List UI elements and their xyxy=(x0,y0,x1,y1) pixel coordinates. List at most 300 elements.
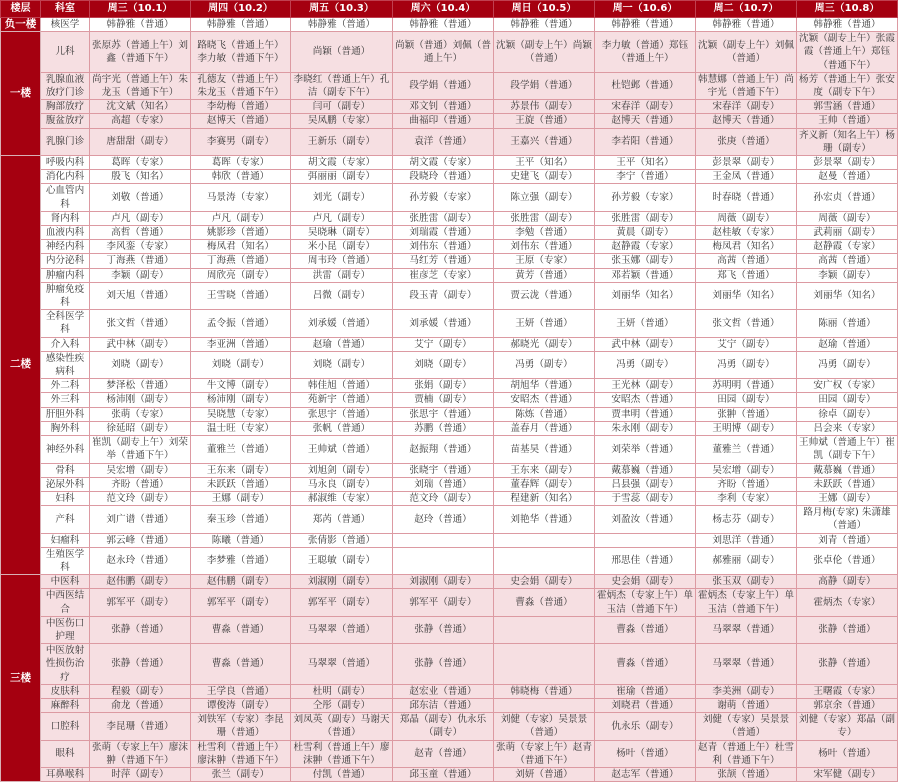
doctor-schedule-cell: 苏鹏（普通） xyxy=(393,421,494,435)
department-name: 介入科 xyxy=(41,337,90,351)
doctor-schedule-cell: 于雪蕊（副专） xyxy=(595,491,696,505)
doctor-schedule-cell: 曹淼（普通） xyxy=(191,644,291,685)
table-row xyxy=(1,421,898,435)
dept-header: 科室 xyxy=(41,1,90,18)
doctor-schedule-cell: 郝雅丽（副专） xyxy=(696,547,797,574)
doctor-schedule-cell: 俞龙（普通） xyxy=(90,698,191,712)
doctor-schedule-cell: 杜铠邺（普通） xyxy=(595,72,696,99)
day-header: 周六（10.4） xyxy=(393,1,494,18)
doctor-schedule-cell: 韩静雅（普通） xyxy=(595,18,696,32)
doctor-schedule-cell: 赵青（普通） xyxy=(393,740,494,767)
department-name: 眼科 xyxy=(41,740,90,767)
doctor-schedule-cell: 刘敬（普通） xyxy=(90,184,191,211)
department-name: 泌尿外科 xyxy=(41,477,90,491)
doctor-schedule-cell: 张玉娜（副专） xyxy=(595,254,696,268)
table-row xyxy=(1,407,898,421)
doctor-schedule-cell: 周欣亮（副专） xyxy=(191,268,291,282)
doctor-schedule-cell: 王帅（普通） xyxy=(797,114,898,128)
doctor-schedule-cell: 霍炳杰（专家） xyxy=(797,589,898,616)
doctor-schedule-cell: 梦泽松（普通） xyxy=(90,379,191,393)
table-row xyxy=(1,310,898,337)
table-row xyxy=(1,698,898,712)
doctor-schedule-cell: 李亚洲（普通） xyxy=(191,337,291,351)
doctor-schedule-cell: 卢凡（副专） xyxy=(90,211,191,225)
doctor-schedule-cell: 曹淼（普通） xyxy=(595,616,696,643)
department-name: 呼吸内科 xyxy=(41,156,90,170)
doctor-schedule-cell: 邱玉童（普通） xyxy=(393,767,494,781)
doctor-schedule-cell: 王金凤（普通） xyxy=(696,170,797,184)
doctor-schedule-cell: 李赛男（副专） xyxy=(191,128,291,155)
doctor-schedule-cell: 范文玲（副专） xyxy=(90,491,191,505)
doctor-schedule-cell: 牛文博（副专） xyxy=(191,379,291,393)
doctor-schedule-cell: 崔凯（副专上午）刘荣举（普通下午） xyxy=(90,436,191,463)
doctor-schedule-cell: 卢凡（副专） xyxy=(291,211,393,225)
doctor-schedule-cell: 王帅斌（普通） xyxy=(291,436,393,463)
doctor-schedule-cell: 宋春洋（副专） xyxy=(595,100,696,114)
department-name: 消化内科 xyxy=(41,170,90,184)
doctor-schedule-cell: 刘青（普通） xyxy=(797,533,898,547)
doctor-schedule-cell: 周韦玲（普通） xyxy=(291,254,393,268)
department-name: 外二科 xyxy=(41,379,90,393)
table-row xyxy=(1,32,898,73)
schedule-body xyxy=(1,18,898,782)
table-row xyxy=(1,72,898,99)
day-header: 周三（10.8） xyxy=(797,1,898,18)
doctor-schedule-cell: 尚颖（普通）刘佩（普通上午） xyxy=(393,32,494,73)
doctor-schedule-cell: 曹淼（普通） xyxy=(595,644,696,685)
doctor-schedule-cell: 贾楠（副专） xyxy=(393,393,494,407)
doctor-schedule-cell: 丁海燕（普通） xyxy=(191,254,291,268)
doctor-schedule-cell: 王妍（普通） xyxy=(494,310,595,337)
doctor-schedule-cell: 李晓红（普通上午）孔洁（副专下午） xyxy=(291,72,393,99)
doctor-schedule-cell: 张胜雷（副专） xyxy=(595,211,696,225)
doctor-schedule-cell: 刘丽华（知名） xyxy=(595,282,696,309)
doctor-schedule-cell: 霍炳杰（专家上午）单玉洁（普通下午） xyxy=(696,589,797,616)
doctor-schedule-cell: 洪雷（副专） xyxy=(291,268,393,282)
doctor-schedule-cell: 齐义新（知名上午）杨珊（副专） xyxy=(797,128,898,155)
doctor-schedule-cell: 赵伟鹏（副专） xyxy=(191,575,291,589)
table-row xyxy=(1,114,898,128)
doctor-schedule-cell: 安昭杰（普通） xyxy=(595,393,696,407)
doctor-schedule-cell: 杨沛刚（副专） xyxy=(90,393,191,407)
doctor-schedule-cell: 刘丽华（知名） xyxy=(797,282,898,309)
doctor-schedule-cell: 马永良（副专） xyxy=(291,477,393,491)
doctor-schedule-cell: 安昭杰（普通） xyxy=(494,393,595,407)
doctor-schedule-cell: 张静（普通） xyxy=(797,616,898,643)
department-name: 麻醉科 xyxy=(41,698,90,712)
table-row xyxy=(1,254,898,268)
table-row xyxy=(1,351,898,378)
doctor-schedule-cell: 吕微（副专） xyxy=(291,282,393,309)
doctor-schedule-cell: 张倩影（普通） xyxy=(291,533,393,547)
doctor-schedule-cell: 袁洋（普通） xyxy=(393,128,494,155)
doctor-schedule-cell: 段学娟（普通） xyxy=(494,72,595,99)
doctor-schedule-cell: 葛晖（专家） xyxy=(90,156,191,170)
doctor-schedule-cell: 张翀（普通） xyxy=(696,407,797,421)
doctor-schedule-cell: 邱东洁（普通） xyxy=(393,698,494,712)
doctor-schedule-cell: 卢凡（副专） xyxy=(191,211,291,225)
doctor-schedule-cell: 高超（专家） xyxy=(90,114,191,128)
doctor-schedule-cell: 赵博天（普通） xyxy=(595,114,696,128)
doctor-schedule-cell: 韩静雅（普通） xyxy=(494,18,595,32)
doctor-schedule-cell: 刘盈汝（普通） xyxy=(595,506,696,533)
doctor-schedule-cell: 吴宏增（副专） xyxy=(90,463,191,477)
doctor-schedule-cell: 赵青（普通上午）杜雪利（普通下午） xyxy=(696,740,797,767)
doctor-schedule-cell: 黄晨（副专） xyxy=(595,226,696,240)
doctor-schedule-cell: 王明博（副专） xyxy=(696,421,797,435)
doctor-schedule-cell: 刘广谱（普通） xyxy=(90,506,191,533)
doctor-schedule-cell: 张卓伦（普通） xyxy=(797,547,898,574)
doctor-schedule-cell: 赵瑜（普通） xyxy=(291,337,393,351)
doctor-schedule-cell: 李幼梅（普通） xyxy=(191,100,291,114)
doctor-schedule-cell: 刘承媛（普通） xyxy=(393,310,494,337)
table-row xyxy=(1,740,898,767)
doctor-schedule-cell: 马翠翠（普通） xyxy=(696,616,797,643)
doctor-schedule-cell: 张庚（普通） xyxy=(696,128,797,155)
doctor-schedule-cell: 冯勇（副专） xyxy=(797,351,898,378)
doctor-schedule-cell: 艾宁（副专） xyxy=(696,337,797,351)
doctor-schedule-cell: 王雪晓（普通） xyxy=(191,282,291,309)
doctor-schedule-cell: 张原苏（普通上午）刘鑫（普通下午） xyxy=(90,32,191,73)
table-row xyxy=(1,713,898,740)
doctor-schedule-cell: 郭雪涵（普通） xyxy=(797,100,898,114)
doctor-schedule-cell: 孙宏贞（普通） xyxy=(797,184,898,211)
doctor-schedule-cell: 王妍（普通） xyxy=(595,310,696,337)
department-name: 生殖医学科 xyxy=(41,547,90,574)
doctor-schedule-cell: 路月梅(专家) 朱潇雄（普通） xyxy=(797,506,898,533)
doctor-schedule-cell: 王嘉兴（普通） xyxy=(494,128,595,155)
doctor-schedule-cell: 王娜（副专） xyxy=(191,491,291,505)
doctor-schedule-cell: 李昆珊（普通） xyxy=(90,713,191,740)
doctor-schedule-cell: 马景涛（专家） xyxy=(191,184,291,211)
department-name: 肝胆外科 xyxy=(41,407,90,421)
doctor-schedule-cell: 王新乐（副专） xyxy=(291,128,393,155)
doctor-schedule-cell: 邓文钊（普通） xyxy=(393,100,494,114)
doctor-schedule-cell: 陈曦（普通） xyxy=(191,533,291,547)
table-row xyxy=(1,393,898,407)
doctor-schedule-cell: 王原（专家） xyxy=(494,254,595,268)
doctor-schedule-cell: 张萌（专家上午）赵青（普通下午） xyxy=(494,740,595,767)
doctor-schedule-cell: 崔彦芝（专家） xyxy=(393,268,494,282)
doctor-schedule-cell: 苑新宇（普通） xyxy=(291,393,393,407)
doctor-schedule-cell: 赵博天（普通） xyxy=(696,114,797,128)
department-name: 胸外科 xyxy=(41,421,90,435)
doctor-schedule-cell: 孟令振（普通） xyxy=(191,310,291,337)
doctor-schedule-cell: 崔瑜（普通） xyxy=(595,684,696,698)
doctor-schedule-cell: 陈丽（普通） xyxy=(797,310,898,337)
doctor-schedule-cell: 刘晓（副专） xyxy=(191,351,291,378)
doctor-schedule-cell: 刘伟东（普通） xyxy=(494,240,595,254)
table-row xyxy=(1,211,898,225)
doctor-schedule-cell: 韩静雅（普通） xyxy=(191,18,291,32)
department-name: 感染性疾病科 xyxy=(41,351,90,378)
department-name: 肾内科 xyxy=(41,211,90,225)
doctor-schedule-cell: 彭景翠（副专） xyxy=(696,156,797,170)
doctor-schedule-cell: 张静（普通） xyxy=(393,616,494,643)
doctor-schedule-cell: 张静（普通） xyxy=(393,644,494,685)
doctor-schedule-cell: 刘健（专家）郑晶（副专） xyxy=(797,713,898,740)
department-name: 神经外科 xyxy=(41,436,90,463)
table-row xyxy=(1,477,898,491)
doctor-schedule-cell xyxy=(595,533,696,547)
doctor-schedule-cell: 未跃跃（普通） xyxy=(191,477,291,491)
department-name: 腹盆放疗 xyxy=(41,114,90,128)
doctor-schedule-cell: 韩静雅（普通） xyxy=(393,18,494,32)
department-name: 骨科 xyxy=(41,463,90,477)
doctor-schedule-cell: 段晓玲（普通） xyxy=(393,170,494,184)
doctor-schedule-cell: 史会娟（副专） xyxy=(595,575,696,589)
doctor-schedule-cell: 郝晓光（副专） xyxy=(494,337,595,351)
doctor-schedule-cell: 李美洲（副专） xyxy=(696,684,797,698)
department-name: 神经内科 xyxy=(41,240,90,254)
table-row xyxy=(1,240,898,254)
doctor-schedule-cell: 贾聿明（普通） xyxy=(595,407,696,421)
doctor-schedule-cell: 田园（副专） xyxy=(797,393,898,407)
doctor-schedule-cell: 刘荣举（普通） xyxy=(595,436,696,463)
doctor-schedule-cell: 胡文霞（专家） xyxy=(393,156,494,170)
department-name: 肿瘤内科 xyxy=(41,268,90,282)
department-name: 核医学 xyxy=(41,18,90,32)
doctor-schedule-cell: 张思宇（普通） xyxy=(291,407,393,421)
doctor-schedule-cell: 赵瑜（普通） xyxy=(797,337,898,351)
department-name: 中医科 xyxy=(41,575,90,589)
doctor-schedule-cell: 张胜雷（副专） xyxy=(494,211,595,225)
doctor-schedule-cell: 黄芳（普通） xyxy=(494,268,595,282)
day-header: 周四（10.2） xyxy=(191,1,291,18)
table-row xyxy=(1,547,898,574)
doctor-schedule-cell: 王娜（副专） xyxy=(797,491,898,505)
doctor-schedule-cell: 丁海燕（普通） xyxy=(90,254,191,268)
doctor-schedule-cell: 李利（专家） xyxy=(696,491,797,505)
doctor-schedule-cell: 张静（普通） xyxy=(797,644,898,685)
doctor-schedule-cell: 周薇（副专） xyxy=(696,211,797,225)
doctor-schedule-cell: 王帅斌（普通上午）崔凯（副专下午） xyxy=(797,436,898,463)
doctor-schedule-cell: 田园（副专） xyxy=(696,393,797,407)
table-row xyxy=(1,575,898,589)
department-name: 血液内科 xyxy=(41,226,90,240)
department-name: 儿科 xyxy=(41,32,90,73)
doctor-schedule-cell: 唐甜甜（副专） xyxy=(90,128,191,155)
doctor-schedule-cell: 宋春洋（副专） xyxy=(696,100,797,114)
doctor-schedule-cell: 苏景伟（副专） xyxy=(494,100,595,114)
doctor-schedule-cell: 郭云峰（普通） xyxy=(90,533,191,547)
doctor-schedule-cell: 高茜（普通） xyxy=(797,254,898,268)
doctor-schedule-cell: 杨志芬（副专） xyxy=(696,506,797,533)
floor-label: 二楼 xyxy=(1,156,41,575)
doctor-schedule-cell: 时萍（副专） xyxy=(90,767,191,781)
doctor-schedule-cell: 路晓飞（普通上午）李力敏（普通下午） xyxy=(191,32,291,73)
doctor-schedule-cell: 曲福印（普通） xyxy=(393,114,494,128)
floor-label: 负一楼 xyxy=(1,18,41,32)
doctor-schedule-cell: 陈立强（副专） xyxy=(494,184,595,211)
doctor-schedule-cell: 梅凤君（知名） xyxy=(696,240,797,254)
department-name: 胸部放疗 xyxy=(41,100,90,114)
doctor-schedule-cell: 赵静霞（专家） xyxy=(595,240,696,254)
doctor-schedule-cell: 刘艳华（普通） xyxy=(494,506,595,533)
doctor-schedule-cell: 张静（普通） xyxy=(90,644,191,685)
department-name: 肿瘤免疫科 xyxy=(41,282,90,309)
doctor-schedule-cell: 韩静雅（普通） xyxy=(291,18,393,32)
department-name: 口腔科 xyxy=(41,713,90,740)
doctor-schedule-cell: 赵博天（普通） xyxy=(191,114,291,128)
doctor-schedule-cell xyxy=(393,547,494,574)
doctor-schedule-cell: 韩慧娜（普通上午）尚宇光（普通下午） xyxy=(696,72,797,99)
doctor-schedule-cell: 郭京余（普通） xyxy=(797,698,898,712)
day-header: 周一（10.6） xyxy=(595,1,696,18)
doctor-schedule-cell: 赵振翔（普通） xyxy=(393,436,494,463)
doctor-schedule-cell: 谢萌（普通） xyxy=(696,698,797,712)
doctor-schedule-cell: 沈文斌（知名） xyxy=(90,100,191,114)
floor-header: 楼层 xyxy=(1,1,41,18)
doctor-schedule-cell: 郭军平（副专） xyxy=(393,589,494,616)
doctor-schedule-cell: 武中林（副专） xyxy=(90,337,191,351)
doctor-schedule-cell: 刘晓（副专） xyxy=(393,351,494,378)
doctor-schedule-cell: 戴慕巍（普通） xyxy=(797,463,898,477)
doctor-schedule-cell: 史建飞（副专） xyxy=(494,170,595,184)
doctor-schedule-cell: 刘淑刚（副专） xyxy=(393,575,494,589)
doctor-schedule-cell xyxy=(494,644,595,685)
doctor-schedule-cell: 徐延昭（副专） xyxy=(90,421,191,435)
doctor-schedule-cell: 杨叶（普通） xyxy=(595,740,696,767)
doctor-schedule-cell: 张胜雷（副专） xyxy=(393,211,494,225)
doctor-schedule-cell: 齐盼（普通） xyxy=(90,477,191,491)
doctor-schedule-cell: 吕县强（副专） xyxy=(595,477,696,491)
doctor-schedule-cell: 刘晓（副专） xyxy=(291,351,393,378)
doctor-schedule-cell: 赵伟鹏（副专） xyxy=(90,575,191,589)
doctor-schedule-cell: 张思宇（普通） xyxy=(393,407,494,421)
doctor-schedule-cell: 吴晓琳（副专） xyxy=(291,226,393,240)
doctor-schedule-cell: 李颖（副专） xyxy=(797,268,898,282)
table-row xyxy=(1,506,898,533)
doctor-schedule-cell: 张帆（普通） xyxy=(291,421,393,435)
doctor-schedule-cell: 郭军平（副专） xyxy=(291,589,393,616)
table-row xyxy=(1,491,898,505)
doctor-schedule-cell: 孔德友（普通上午）朱龙玉（普通下午） xyxy=(191,72,291,99)
doctor-schedule-cell: 赵永玲（普通） xyxy=(90,547,191,574)
doctor-schedule-cell: 闫可（副专） xyxy=(291,100,393,114)
floor-label: 一楼 xyxy=(1,32,41,156)
doctor-schedule-cell: 王旋（普通） xyxy=(494,114,595,128)
doctor-schedule-cell: 杨沛刚（副专） xyxy=(191,393,291,407)
doctor-schedule-cell: 李颖（副专） xyxy=(90,268,191,282)
doctor-schedule-cell: 董雅兰（普通） xyxy=(191,436,291,463)
doctor-schedule-cell: 张文哲（普通） xyxy=(696,310,797,337)
doctor-schedule-cell: 孙芳毅（专家） xyxy=(393,184,494,211)
doctor-schedule-cell: 齐盼（普通） xyxy=(696,477,797,491)
doctor-schedule-cell: 高静（副专） xyxy=(797,575,898,589)
doctor-schedule-cell: 程建新（知名） xyxy=(494,491,595,505)
doctor-schedule-cell: 高茜（普通） xyxy=(696,254,797,268)
doctor-schedule-cell: 邢思佳（普通） xyxy=(595,547,696,574)
table-row xyxy=(1,184,898,211)
table-row xyxy=(1,644,898,685)
doctor-schedule-cell: 杨叶（普通） xyxy=(797,740,898,767)
doctor-schedule-cell: 张静（普通） xyxy=(90,616,191,643)
doctor-schedule-cell: 张玉双（副专） xyxy=(696,575,797,589)
doctor-schedule-cell: 段玉青（副专） xyxy=(393,282,494,309)
doctor-schedule-cell: 刘思洋（普通） xyxy=(696,533,797,547)
department-name: 中医放射性损伤治疗 xyxy=(41,644,90,685)
doctor-schedule-cell: 周薇（副专） xyxy=(797,211,898,225)
doctor-schedule-cell: 刘伟东（普通） xyxy=(393,240,494,254)
doctor-schedule-cell: 李宁（普通） xyxy=(595,170,696,184)
department-name: 妇瘤科 xyxy=(41,533,90,547)
doctor-schedule-cell: 刘丽华（知名） xyxy=(696,282,797,309)
doctor-schedule-cell: 王曙霞（专家） xyxy=(797,684,898,698)
doctor-schedule-cell: 郝淑维（专家） xyxy=(291,491,393,505)
department-name: 乳腺门诊 xyxy=(41,128,90,155)
table-row xyxy=(1,436,898,463)
doctor-schedule-cell: 仇永乐（副专） xyxy=(595,713,696,740)
doctor-schedule-cell: 刘铁军（专家）李昆珊（普通） xyxy=(191,713,291,740)
doctor-schedule-cell: 赵曼（普通） xyxy=(797,170,898,184)
doctor-schedule-cell: 李力敏（普通）郑钰（普通上午） xyxy=(595,32,696,73)
department-name: 乳腺血液放疗门诊 xyxy=(41,72,90,99)
department-name: 中医伤口护理 xyxy=(41,616,90,643)
doctor-schedule-cell: 彭景翠（副专） xyxy=(797,156,898,170)
doctor-schedule-cell: 李风銮（专家） xyxy=(90,240,191,254)
table-row xyxy=(1,616,898,643)
table-row xyxy=(1,156,898,170)
doctor-schedule-cell: 沈颖（副专上午）张霞霞（普通上午）郑钰（普通下午） xyxy=(797,32,898,73)
doctor-schedule-cell: 张文哲（普通） xyxy=(90,310,191,337)
doctor-schedule-cell: 冯勇（副专） xyxy=(595,351,696,378)
doctor-schedule-cell: 张萌（专家） xyxy=(90,407,191,421)
doctor-schedule-cell: 张兰（副专） xyxy=(191,767,291,781)
doctor-schedule-cell: 刘健（专家）吴景景（普通） xyxy=(494,713,595,740)
doctor-schedule-cell: 朱永刚（副专） xyxy=(595,421,696,435)
doctor-schedule-cell: 李若阳（普通） xyxy=(595,128,696,155)
table-row xyxy=(1,268,898,282)
doctor-schedule-cell: 米小昆（副专） xyxy=(291,240,393,254)
doctor-schedule-cell: 曹淼（普通） xyxy=(494,589,595,616)
department-name: 中西医结合 xyxy=(41,589,90,616)
doctor-schedule-cell: 韩静雅（普通） xyxy=(696,18,797,32)
doctor-schedule-cell: 刘承媛（普通） xyxy=(291,310,393,337)
doctor-schedule-cell: 苏明明（普通） xyxy=(696,379,797,393)
doctor-schedule-cell: 刘健（专家）吴景景（普通） xyxy=(696,713,797,740)
department-name: 全科医学科 xyxy=(41,310,90,337)
table-row xyxy=(1,18,898,32)
doctor-schedule-cell: 胡文霞（专家） xyxy=(291,156,393,170)
doctor-schedule-cell: 刘瑞（普通） xyxy=(393,477,494,491)
department-name: 外三科 xyxy=(41,393,90,407)
doctor-schedule-cell: 曹淼（普通） xyxy=(191,616,291,643)
doctor-schedule-cell: 韩晓梅（普通） xyxy=(494,684,595,698)
doctor-schedule-cell: 张晓宇（普通） xyxy=(393,463,494,477)
doctor-schedule-cell: 谭俊涛（副专） xyxy=(191,698,291,712)
doctor-schedule-cell: 韩欣（普通） xyxy=(191,170,291,184)
doctor-schedule-cell: 赵桂敏（专家） xyxy=(696,226,797,240)
doctor-schedule-cell: 温士旺（专家） xyxy=(191,421,291,435)
doctor-schedule-cell xyxy=(494,698,595,712)
doctor-schedule-cell: 韩静雅（普通） xyxy=(797,18,898,32)
doctor-schedule-cell: 苗基昊（普通） xyxy=(494,436,595,463)
table-row xyxy=(1,684,898,698)
doctor-schedule-cell: 李勉（普通） xyxy=(494,226,595,240)
doctor-schedule-cell: 尚颖（普通） xyxy=(291,32,393,73)
doctor-schedule-cell: 董春辉（副专） xyxy=(494,477,595,491)
doctor-schedule-cell: 仝彤（副专） xyxy=(291,698,393,712)
doctor-schedule-cell: 赵宏业（普通） xyxy=(393,684,494,698)
doctor-schedule-cell: 尚宇光（普通上午）朱龙玉（普通下午） xyxy=(90,72,191,99)
floor-label: 三楼 xyxy=(1,575,41,782)
doctor-schedule-cell: 宋军健（副专） xyxy=(797,767,898,781)
table-row xyxy=(1,337,898,351)
doctor-schedule-cell: 李梦雅（普通） xyxy=(191,547,291,574)
doctor-schedule-cell: 赵静霞（专家） xyxy=(797,240,898,254)
doctor-schedule-cell: 姚影珍（普通） xyxy=(191,226,291,240)
